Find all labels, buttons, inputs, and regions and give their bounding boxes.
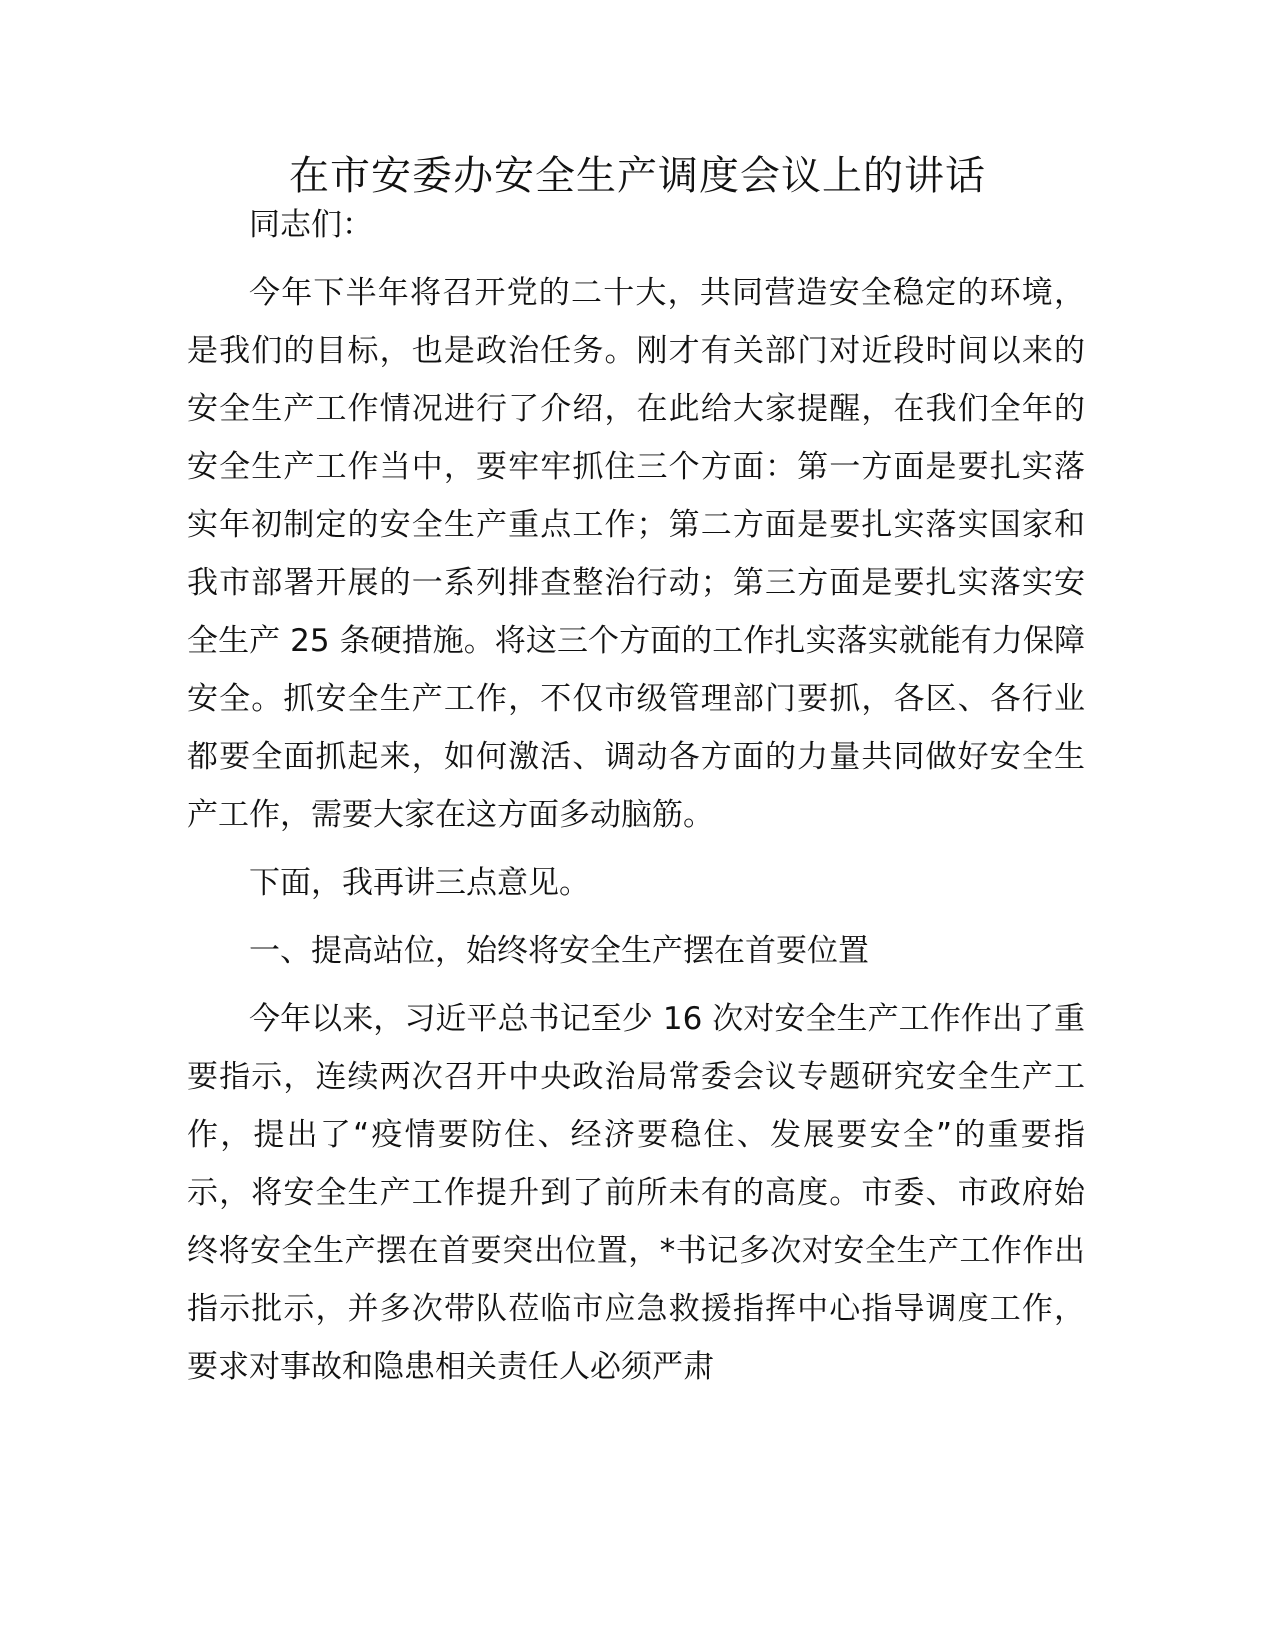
paragraph-transition: 下面，我再讲三点意见。: [249, 865, 590, 901]
document-body: [187, 196, 1085, 1396]
paragraph-intro: 今年下半年将召开党的二十大，共同营造安全稳定的环境，是我们的目标，也是政治任务。刚才有关部门对近段时间以来的安全生产工作情况进行了介绍，在此给大家提醒，在我们全年的安全生产工作当中，要牢牢抓住三个方面：第一方面是要扎实落实年初制定的安全生产重点工作；第二方面是要扎实落实国家和我市部署开展的一系列排查整治行动；第三方面是要扎实落实安全生产 25 条硬措施。将这三个方面的工作扎实落实就能有力保障安全。抓安全生产工作，不仅市级管理部门要抓，各区、各行业都要全面抓起来，如何激活、调动各方面的力量共同做好安全生产工作，需要大家在这方面多动脑筋。: [187, 275, 1085, 833]
salutation: 同志们：: [249, 207, 373, 243]
paragraph-section-1: 今年以来，习近平总书记至少 16 次对安全生产工作作出了重要指示，连续两次召开中央政治局常委会议专题研究安全生产工作，提出了“疫情要防住、经济要稳住、发展要安全”的重要指示，将安全生产工作提升到了前所未有的高度。市委、市政府始终将安全生产摆在首要突出位置，*书记多次对安全生产工作作出指示批示，并多次带队莅临市应急救援指挥中心指导调度工作，要求对事故和隐患相关责任人必须严肃: [187, 1001, 1085, 1385]
section-heading-1: 一、提高站位，始终将安全生产摆在首要位置: [249, 933, 869, 969]
document-title: 在市安委办安全生产调度会议上的讲话: [289, 153, 986, 199]
